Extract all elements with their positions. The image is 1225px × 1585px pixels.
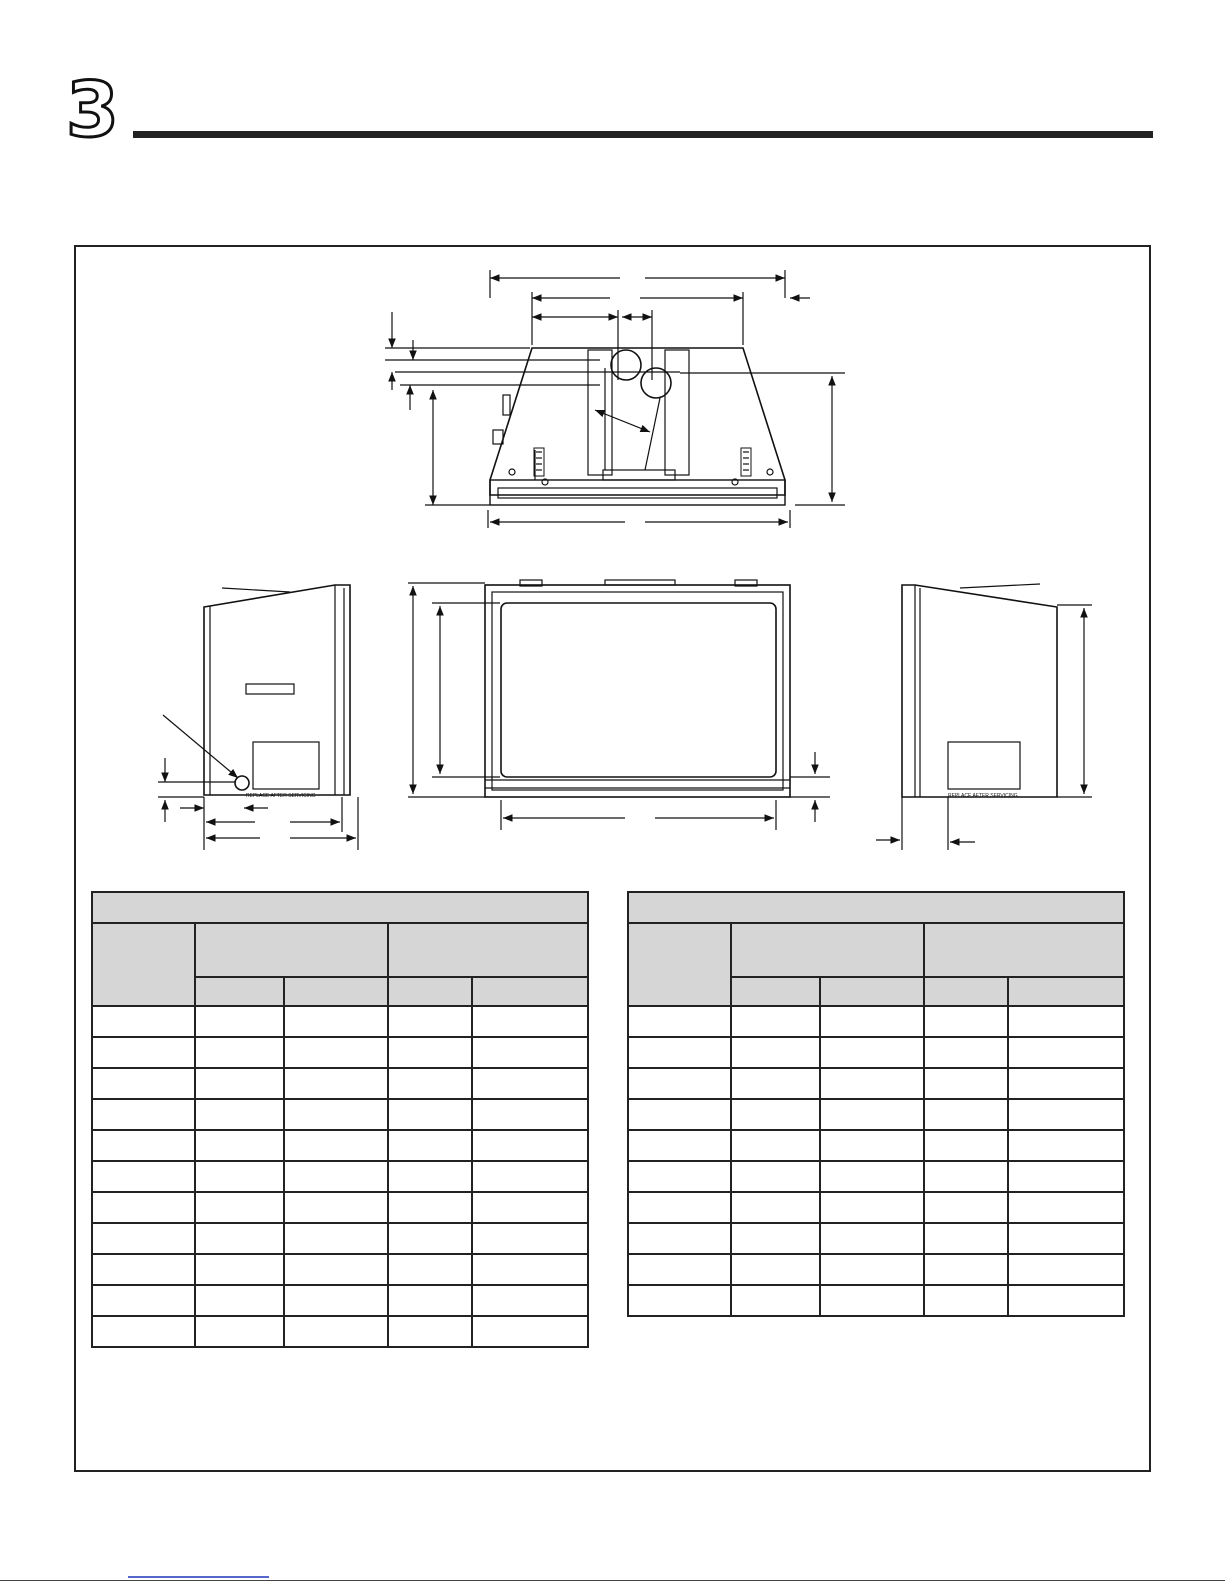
table-header-cell [92, 923, 195, 1006]
table-row [92, 1254, 588, 1285]
table-row [92, 1161, 588, 1192]
table-row [628, 1285, 1124, 1316]
table-row [92, 1285, 588, 1316]
right-placard-label: REPLACE AFTER SERVICING [948, 793, 1018, 799]
table-subheader-cell [1008, 977, 1124, 1006]
table-subheader-cell [731, 977, 820, 1006]
table-row [92, 1037, 588, 1068]
table-row [628, 1161, 1124, 1192]
table-row [92, 1316, 588, 1347]
table-row [628, 1037, 1124, 1068]
dimension-table-right [627, 891, 1125, 1317]
front-view [408, 580, 830, 830]
footer-link[interactable] [128, 1576, 269, 1578]
footer-rule [0, 1580, 1225, 1581]
table-row [92, 1192, 588, 1223]
table-row [92, 1006, 588, 1037]
table-subheader-cell [924, 977, 1008, 1006]
table-subheader-cell [195, 977, 284, 1006]
table-row [628, 1254, 1124, 1285]
table-row [628, 1130, 1124, 1161]
table-title [92, 892, 588, 923]
table-subheader-cell [820, 977, 924, 1006]
table-header-cell [195, 923, 388, 977]
table-row [628, 1223, 1124, 1254]
table-row [92, 1068, 588, 1099]
table-row [628, 1006, 1124, 1037]
table-row [92, 1130, 588, 1161]
right-side-view [876, 584, 1092, 850]
table-subheader-cell [388, 977, 472, 1006]
table-row [92, 1099, 588, 1130]
left-side-view [158, 585, 358, 850]
table-header-cell [731, 923, 924, 977]
table-header-cell [628, 923, 731, 1006]
table-title [628, 892, 1124, 923]
table-subheader-cell [472, 977, 588, 1006]
table-row [628, 1192, 1124, 1223]
left-placard-label: REPLACE AFTER SERVICING [246, 793, 316, 799]
top-view [385, 270, 845, 528]
dimension-table-left [91, 891, 589, 1348]
table-subheader-cell [284, 977, 388, 1006]
table-header-cell [388, 923, 588, 977]
section-number: 3 [66, 65, 119, 154]
table-row [92, 1223, 588, 1254]
table-header-cell [924, 923, 1124, 977]
table-row [628, 1068, 1124, 1099]
table-row [628, 1099, 1124, 1130]
